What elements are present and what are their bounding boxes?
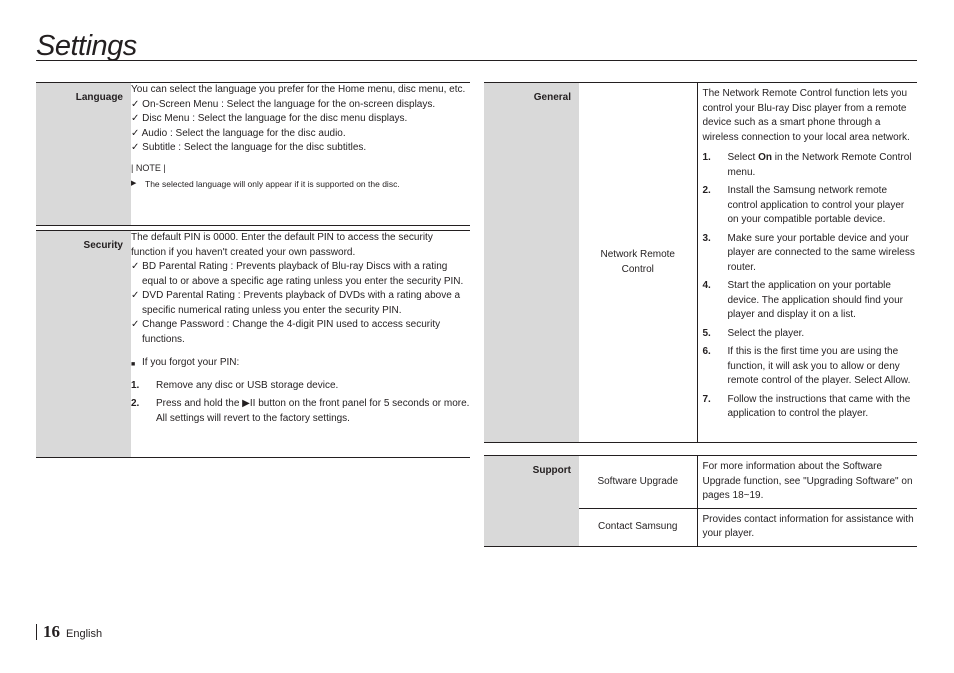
step-text: Select the player. [727, 327, 805, 339]
security-label-cell [36, 231, 131, 458]
page-number-bar [36, 624, 37, 640]
note [131, 177, 470, 192]
network-remote-cell [579, 83, 697, 443]
pin-steps [131, 379, 470, 427]
security-item: ✓ DVD Parental Rating : Prevents playback of DVDs with a rating above a specific numerical rating unless you enter the security PIN. [131, 290, 461, 316]
note-text: The selected language will only appear if it is supported on the disc. [145, 179, 400, 189]
support-label: Support [532, 465, 571, 476]
list-item [703, 345, 916, 389]
software-upgrade-cell [579, 456, 697, 509]
contact-samsung-desc [697, 508, 917, 546]
security-body [131, 231, 470, 458]
step-extra: All settings will revert to the factory settings. [156, 412, 350, 424]
list-item [703, 279, 916, 323]
security-intro: The default PIN is 0000. Enter the default PIN to access the security function if you haven't created your own password. [131, 232, 433, 258]
step-text: Make sure your portable device and your player are connected to the same wireless router. [727, 232, 915, 273]
contact-samsung-cell [579, 508, 697, 546]
step-text-post: in the Network Remote Control menu. [727, 152, 912, 178]
language-item-desc: : Select the language for the disc audio. [167, 127, 346, 139]
step-number: 6. [702, 346, 711, 357]
language-item-desc: : Select the language for the on-screen displays. [218, 98, 436, 110]
step-number: 2. [702, 185, 711, 196]
contact-samsung-label: Contact Samsung [598, 520, 678, 532]
step-text: If this is the first time you are using the function, it will ask you to allow or deny remote control of the player. Select Allow. [727, 346, 911, 386]
security-item: ✓ Change Password : Change the 4-digit PIN used to access security functions. [131, 319, 441, 345]
security-item-term: BD Parental Rating [142, 261, 228, 272]
general-table [484, 82, 917, 443]
security-item-desc: : Change the 4-digit PIN used to access security functions. [142, 319, 441, 345]
language-table [36, 82, 470, 226]
triangle-bullet-icon: ▶ [131, 180, 137, 187]
software-upgrade-text: For more information about the Software Upgrade function, see "Upgrading Software" on pages 18~19. [702, 461, 913, 501]
step-text: Install the Samsung network remote control application to control your player on your compatible portable device. [727, 185, 905, 225]
step-number: 3. [702, 232, 711, 244]
software-upgrade-desc [697, 456, 917, 509]
square-bullet-icon: ■ [131, 361, 136, 368]
list-item [131, 397, 470, 426]
step-number: 1. [702, 152, 711, 163]
step-number: 4. [702, 280, 711, 291]
page-language: English [66, 628, 103, 640]
step-text: Remove any disc or USB storage device. [156, 379, 339, 391]
bullet-item [131, 356, 470, 373]
list-item [703, 232, 916, 276]
note-heading: | NOTE | [131, 162, 166, 173]
security-item-term: Change Password [142, 319, 224, 330]
language-item: ✓ Disc Menu : Select the language for the disc menu displays. [131, 113, 408, 124]
step-number: 5. [702, 327, 711, 339]
list-item [703, 184, 916, 228]
software-upgrade-label: Software Upgrade [597, 475, 679, 487]
page-footer [36, 622, 102, 642]
security-label: Security [83, 240, 123, 251]
security-table [36, 230, 470, 458]
general-intro: The Network Remote Control function lets you control your Blu-ray Disc player from a remote device such as a smart phone through a wireless connection to your local area network. [702, 88, 910, 143]
language-item-term: Subtitle [142, 142, 176, 153]
network-remote-label: Network Remote Control [600, 249, 675, 275]
general-body [697, 83, 917, 443]
list-item [703, 327, 916, 342]
security-item: ✓ BD Parental Rating : Prevents playback of Blu-ray Discs with a rating equal to or above a specific age rating unless you enter the security PIN. [131, 261, 464, 287]
step-text: Follow the instructions that came with the application to control the player. [727, 393, 911, 419]
language-intro: You can select the language you prefer for the Home menu, disc menu, etc. [131, 84, 466, 95]
list-item [703, 151, 916, 180]
language-item-desc: : Select the language for the disc menu displays. [189, 113, 408, 124]
general-label: General [533, 92, 571, 103]
page-number: 16 [43, 622, 60, 641]
language-item-term: On-Screen Menu [142, 98, 219, 110]
page-title: Settings [36, 30, 137, 62]
security-item-desc: : Prevents playback of DVDs with a rating above a specific numerical rating unless you enter the security PIN. [142, 290, 461, 316]
language-body [131, 83, 470, 226]
language-item: ✓ On-Screen Menu : Select the language for the on-screen displays. [131, 98, 436, 110]
general-label-cell [484, 83, 579, 443]
language-item: ✓ Subtitle : Select the language for the disc subtitles. [131, 142, 367, 153]
language-label: Language [75, 92, 123, 103]
language-item-term: Disc Menu [142, 113, 190, 124]
support-label-cell [484, 456, 579, 547]
step-bold: On [758, 152, 772, 163]
language-item-term: Audio [141, 127, 168, 139]
security-item-term: DVD Parental Rating [142, 290, 235, 301]
step-text: Select [727, 152, 759, 163]
contact-samsung-text: Provides contact information for assistance with your player. [702, 513, 914, 539]
list-item [703, 393, 916, 422]
bullet-text: If you forgot your PIN: [142, 357, 240, 368]
step-text: Start the application on your portable device. The application should find your player and display it on a list. [727, 280, 903, 320]
step-number: 7. [702, 393, 711, 405]
security-item-desc: : Prevents playback of Blu-ray Discs with a rating equal to or above a specific age rating unless you enter the security PIN. [142, 261, 464, 287]
title-rule [36, 60, 917, 61]
list-item [131, 379, 470, 394]
step-number: 1. [131, 379, 140, 391]
language-label-cell [36, 83, 131, 226]
language-item-desc: : Select the language for the disc subtitles. [175, 142, 367, 153]
general-steps [703, 151, 916, 422]
step-number: 2. [131, 398, 140, 409]
support-table [484, 455, 917, 547]
language-item: ✓ Audio : Select the language for the disc audio. [131, 127, 346, 139]
step-text: Press and hold the ▶II button on the front panel for 5 seconds or more. [156, 398, 470, 409]
